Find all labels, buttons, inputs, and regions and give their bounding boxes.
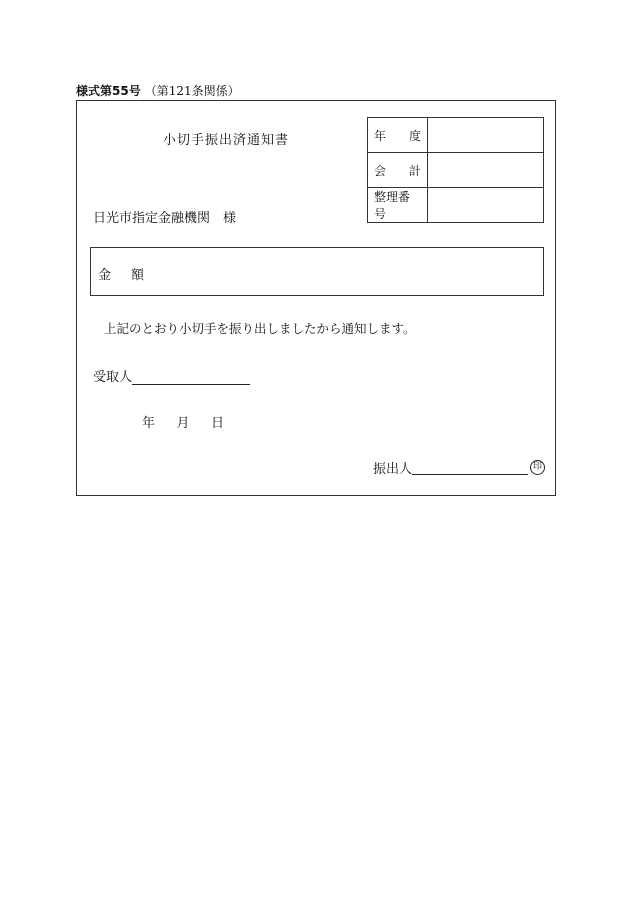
info-row-reference-number <box>368 188 544 223</box>
form-number <box>76 82 240 99</box>
info-row-account <box>368 153 544 188</box>
form-number-label: 様式第55号 <box>76 84 141 98</box>
date-month-label: 月 <box>176 416 190 431</box>
info-label-char: 度 <box>408 128 421 143</box>
date-day-label: 日 <box>210 416 224 431</box>
issuer-row <box>373 458 545 477</box>
info-label-char: 年 <box>374 128 387 143</box>
info-table <box>367 117 544 223</box>
amount-field[interactable] <box>90 247 544 296</box>
info-label-text: 整理番号 <box>374 190 411 221</box>
issuer-label: 振出人 <box>373 462 413 477</box>
amount-label-char: 額 <box>130 268 144 283</box>
amount-label-char: 金 <box>98 268 112 283</box>
info-label-char: 計 <box>408 163 421 178</box>
info-label-char: 会 <box>374 163 387 178</box>
seal-icon: 印 <box>530 460 545 475</box>
info-label-reference-number <box>368 188 428 223</box>
recipient-signature-line[interactable] <box>132 371 250 385</box>
info-label-year <box>368 118 428 153</box>
issuer-signature-line[interactable] <box>412 461 528 475</box>
page-title: 小切手振出済通知書 <box>163 133 290 148</box>
recipient-label: 受取人 <box>93 370 133 385</box>
notice-text: 上記のとおり小切手を振り出しましたから通知します。 <box>104 321 416 336</box>
date-year-label: 年 <box>142 416 156 431</box>
recipient-row <box>93 366 250 385</box>
amount-label <box>98 264 144 283</box>
date-row <box>142 412 224 431</box>
info-value-year[interactable] <box>428 118 544 153</box>
info-label-account <box>368 153 428 188</box>
info-value-reference-number[interactable] <box>428 188 544 223</box>
info-row-year <box>368 118 544 153</box>
addressee: 日光市指定金融機関 様 <box>93 211 237 226</box>
form-number-reference: （第121条関係） <box>144 84 240 98</box>
info-value-account[interactable] <box>428 153 544 188</box>
